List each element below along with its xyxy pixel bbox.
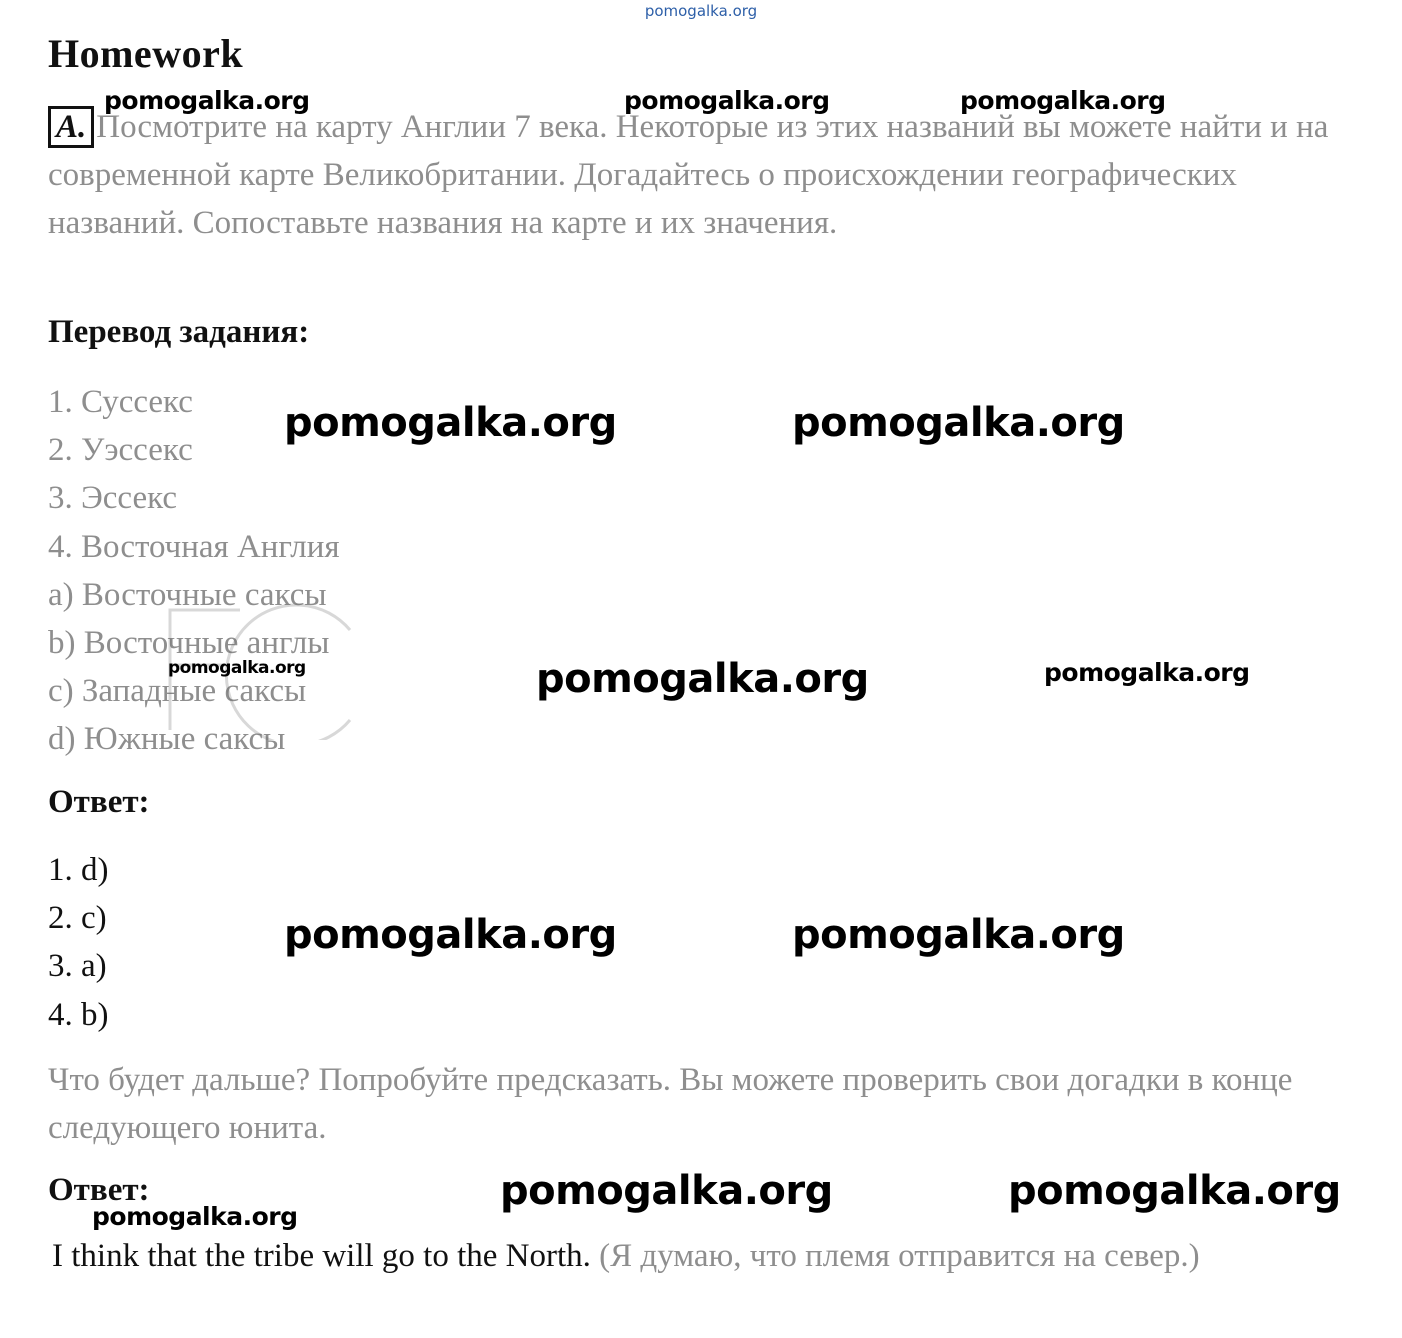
list-item: 2. Уэссекс — [48, 432, 193, 469]
list-item: 4. Восточная Англия — [48, 528, 340, 565]
list-item: d) Южные саксы — [48, 721, 286, 758]
list-item: c) Западные саксы — [48, 673, 307, 710]
watermark: pomogalka.org — [960, 86, 1166, 115]
task-body: Посмотрите на карту Англии 7 века. Некоторые из этих названий вы можете найти и на современной карте Великобритании. Догадайтесь о происхождении географических названий. Сопоставьте названия на карте и их значения. — [48, 109, 1329, 241]
task-text — [48, 103, 1348, 247]
watermark: pomogalka.org — [536, 656, 869, 702]
answer2-english: I think that the tribe will go to the North. — [52, 1238, 591, 1274]
question2-text: Что будет дальше? Попробуйте предсказать. Вы можете проверить свои догадки в конце следующего юнита. — [48, 1062, 1293, 1146]
task-letter-box: A. — [48, 106, 94, 148]
watermark: pomogalka.org — [624, 86, 830, 115]
watermark: pomogalka.org — [284, 912, 617, 958]
list-item: a) Восточные саксы — [48, 576, 327, 613]
watermark: pomogalka.org — [92, 1202, 298, 1231]
list-item: 1. Суссекс — [48, 384, 193, 420]
watermark: pomogalka.org — [500, 1168, 833, 1214]
watermark: pomogalka.org — [284, 400, 617, 446]
page-title: Homework — [48, 31, 244, 76]
source-watermark: pomogalka.org — [644, 2, 758, 20]
watermark: pomogalka.org — [792, 400, 1125, 446]
answer2-text — [52, 1232, 1352, 1280]
list-item: b) Восточные англы — [48, 625, 330, 662]
list-item: 3. Эссекс — [48, 480, 177, 517]
answer1-heading: Ответ: — [48, 784, 150, 820]
watermark: pomogalka.org — [792, 912, 1125, 958]
list-item: 2. c) — [48, 900, 107, 937]
answer1-list — [48, 846, 109, 1039]
list-item: 3. a) — [48, 948, 107, 985]
watermark: pomogalka.org — [104, 86, 310, 115]
list-item: 1. d) — [48, 852, 109, 888]
answer2-translation: (Я думаю, что племя отправится на север.) — [599, 1238, 1200, 1274]
translation-heading: Перевод задания: — [48, 314, 310, 350]
list-item: 4. b) — [48, 996, 109, 1033]
watermark: pomogalka.org — [1008, 1168, 1341, 1214]
watermark: pomogalka.org — [168, 658, 306, 678]
watermark: pomogalka.org — [1044, 658, 1250, 687]
answer2-heading: Ответ: — [48, 1172, 150, 1208]
